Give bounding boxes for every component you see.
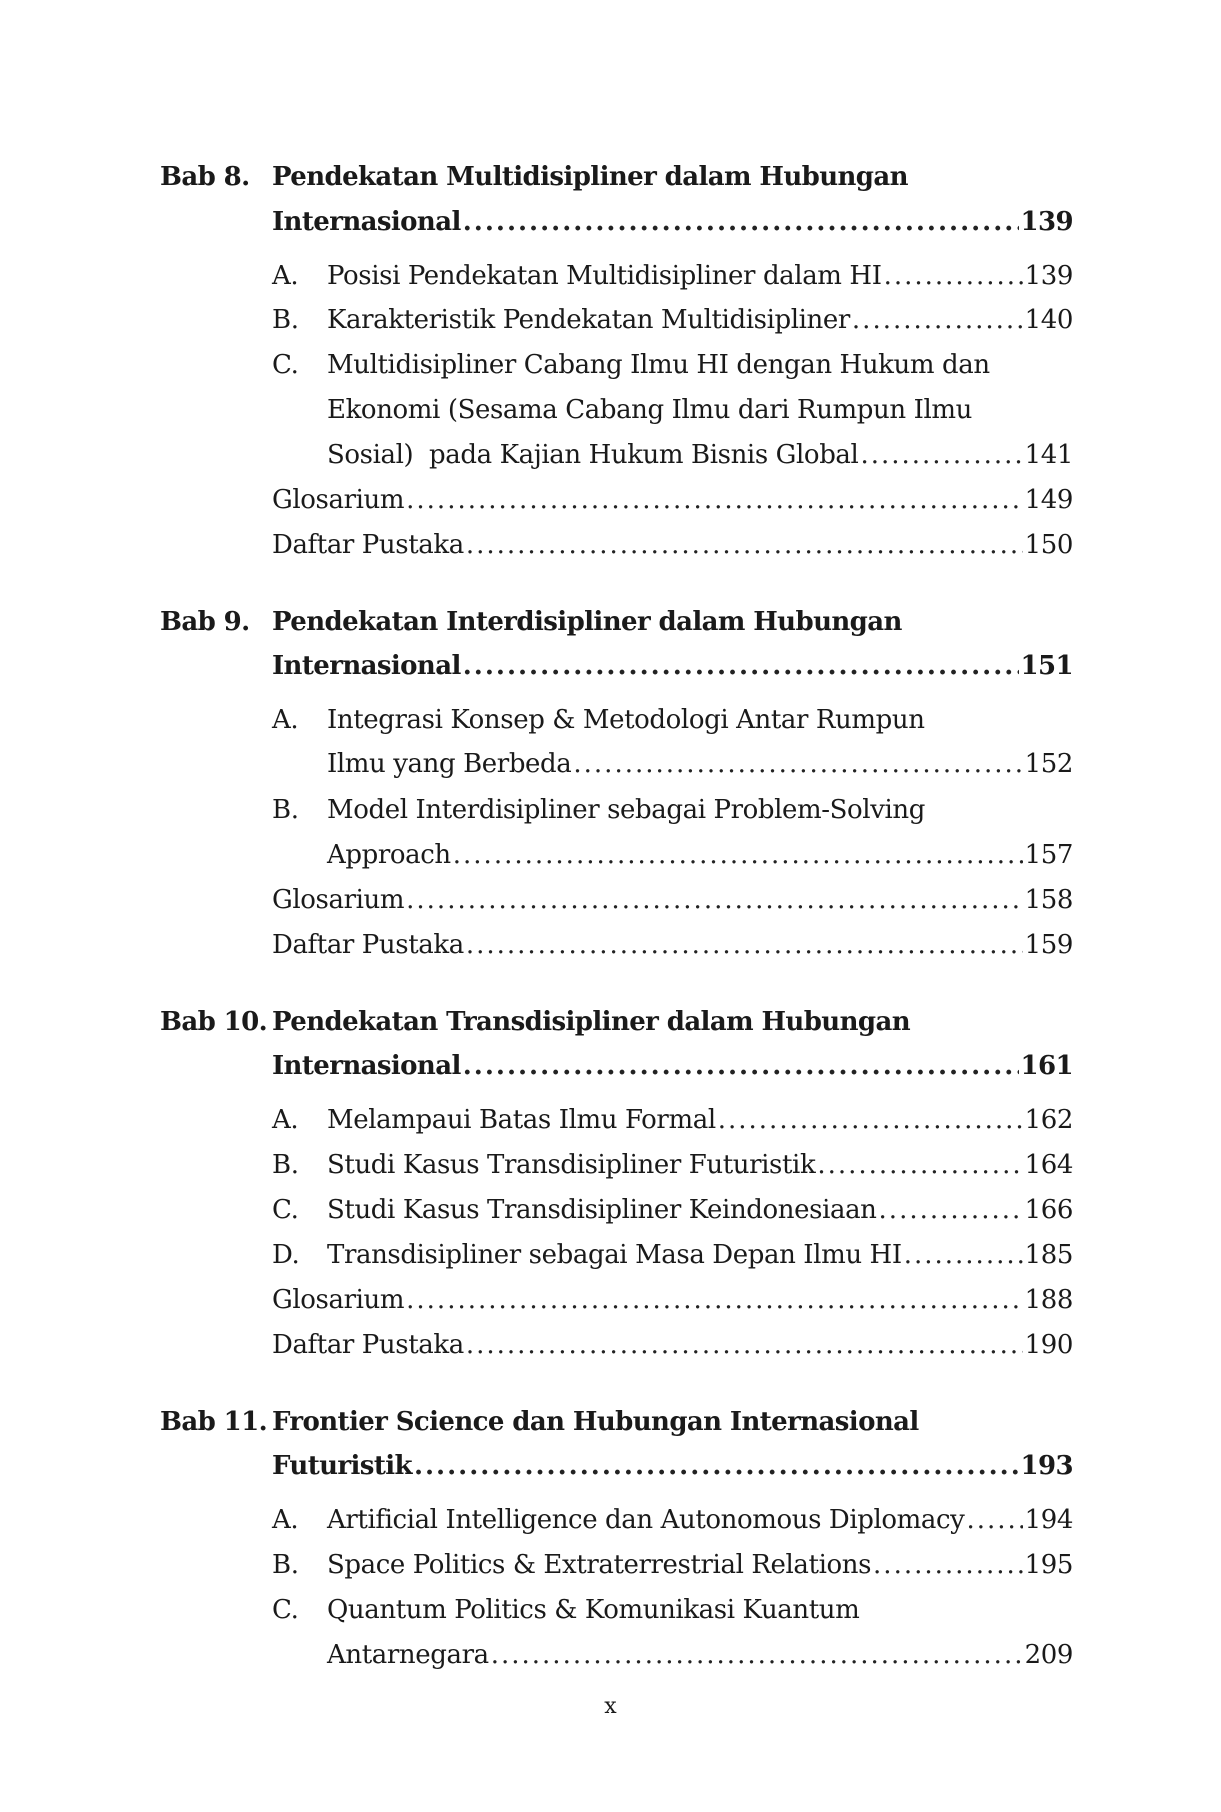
item-letter: C. [272,1195,299,1225]
chapter-label: Bab 8. [160,162,250,192]
item-title: Karakteristik Pendekatan Multidisipliner [327,305,850,335]
page-number: 141 [1024,440,1073,470]
toc-item[interactable] [327,256,1073,296]
daftar-pustaka-entry[interactable] [272,1325,1073,1365]
chapter-title-entry[interactable] [272,1446,1073,1486]
dot-leader [453,835,1023,875]
page-number: 152 [1024,749,1073,779]
item-letter: B. [272,305,299,335]
dot-leader [466,925,1023,965]
toc-item[interactable] [327,744,1073,784]
dot-leader [884,256,1023,296]
item-letter: A. [272,1505,299,1535]
dot-leader [491,1635,1023,1675]
toc-item[interactable] [327,1635,1073,1675]
item-title-line [327,700,1073,740]
item-title: Model Interdisipliner sebagai Problem-Solving [327,795,926,825]
chapter-title [272,157,1073,197]
chapter-title-entry[interactable] [272,646,1073,686]
toc-item[interactable] [327,1235,1073,1275]
item-letter: A. [272,261,299,291]
page-number: 149 [1024,485,1073,515]
chapter-label: Bab 11. [160,1407,268,1437]
toc-item[interactable] [327,1100,1073,1140]
dot-leader [406,480,1022,520]
item-title: Ekonomi (Sesama Cabang Ilmu dari Rumpun Ilmu [327,395,972,425]
dot-leader [852,300,1023,340]
page-number: 150 [1024,530,1073,560]
toc-item[interactable] [327,435,1073,475]
chapter-title-line1: Pendekatan Interdisipliner dalam Hubungan [272,607,902,637]
item-title: Transdisipliner sebagai Masa Depan Ilmu HI [327,1240,902,1270]
item-title: Antarnegara [327,1640,489,1670]
page-number: 185 [1024,1240,1073,1270]
daftar-pustaka-label: Daftar Pustaka [272,1330,464,1360]
chapter-title-line2: Internasional [272,207,461,237]
chapter-title [272,1402,1073,1442]
item-title-line [327,790,1073,830]
glosarium-label: Glosarium [272,1285,405,1315]
item-letter: D. [272,1240,300,1270]
dot-leader [873,1545,1023,1585]
chapter-title-entry[interactable] [272,1046,1073,1086]
glosarium-label: Glosarium [272,885,405,915]
item-title: Melampaui Batas Ilmu Formal [327,1105,716,1135]
dot-leader [466,1325,1023,1365]
dot-leader [463,1046,1019,1086]
dot-leader [860,435,1022,475]
page-number: 159 [1024,930,1073,960]
dot-leader [904,1235,1023,1275]
item-title: Posisi Pendekatan Multidisipliner dalam HI [327,261,882,291]
dot-leader [463,202,1019,242]
dot-leader [406,880,1022,920]
dot-leader [817,1145,1022,1185]
page-number: 190 [1024,1330,1073,1360]
chapter-title-line1: Pendekatan Multidisipliner dalam Hubungan [272,162,908,192]
page-number: 140 [1024,305,1073,335]
item-title: Quantum Politics & Komunikasi Kuantum [327,1595,860,1625]
page-number: 194 [1024,1505,1073,1535]
item-letter: C. [272,350,299,380]
page-number: 139 [1020,207,1073,237]
item-letter: B. [272,795,299,825]
item-title: Integrasi Konsep & Metodologi Antar Rumpun [327,705,925,735]
page-number: 209 [1024,1640,1073,1670]
page-number: 162 [1024,1105,1073,1135]
daftar-pustaka-label: Daftar Pustaka [272,530,464,560]
item-title: Approach [327,840,451,870]
chapter-title-line2: Futuristik [272,1451,412,1481]
toc-item[interactable] [327,835,1073,875]
item-title-line [327,345,1073,385]
item-letter: B. [272,1150,299,1180]
chapter-title-line1: Frontier Science dan Hubungan Internasional [272,1407,919,1437]
chapter-title [272,602,1073,642]
chapter-title-line2: Internasional [272,1051,461,1081]
item-title: Studi Kasus Transdisipliner Futuristik [327,1150,816,1180]
chapter-title-line2: Internasional [272,651,461,681]
item-letter: A. [272,705,299,735]
page-number: 164 [1024,1150,1073,1180]
chapter-title-entry[interactable] [272,202,1073,242]
daftar-pustaka-label: Daftar Pustaka [272,930,464,960]
page-number: 151 [1020,651,1073,681]
glosarium-label: Glosarium [272,485,405,515]
toc-item[interactable] [327,1190,1073,1230]
page-number: 195 [1024,1550,1073,1580]
dot-leader [966,1500,1022,1540]
item-letter: B. [272,1550,299,1580]
chapter-title-line1: Pendekatan Transdisipliner dalam Hubungan [272,1007,911,1037]
page-number: 157 [1024,840,1073,870]
item-letter: C. [272,1595,299,1625]
item-title: Studi Kasus Transdisipliner Keindonesiaan [327,1195,877,1225]
glosarium-entry[interactable] [272,1280,1073,1320]
item-title: Ilmu yang Berbeda [327,749,572,779]
item-title: Sosial) pada Kajian Hukum Bisnis Global [327,440,859,470]
item-title-line [327,390,1073,430]
chapter-label: Bab 10. [160,1007,268,1037]
chapter-label: Bab 9. [160,607,250,637]
glosarium-entry[interactable] [272,480,1073,520]
item-title-line [327,1590,1073,1630]
glosarium-entry[interactable] [272,880,1073,920]
dot-leader [466,525,1023,565]
toc-item[interactable] [327,1145,1073,1185]
toc-item[interactable] [327,300,1073,340]
page-number: 188 [1024,1285,1073,1315]
dot-leader [573,744,1022,784]
page-number: 158 [1024,885,1073,915]
page-marker: x [604,1694,617,1719]
dot-leader [414,1446,1019,1486]
page-number: 161 [1020,1051,1073,1081]
item-letter: A. [272,1105,299,1135]
dot-leader [718,1100,1023,1140]
page-number: 193 [1020,1451,1073,1481]
dot-leader [406,1280,1022,1320]
chapter-title [272,1002,1073,1042]
item-title: Multidisipliner Cabang Ilmu HI dengan Hukum dan [327,350,990,380]
item-title: Space Politics & Extraterrestrial Relations [327,1550,872,1580]
page-number: 166 [1024,1195,1073,1225]
dot-leader [463,646,1019,686]
daftar-pustaka-entry[interactable] [272,925,1073,965]
page-number: 139 [1024,261,1073,291]
toc-item[interactable] [327,1500,1073,1540]
item-title: Artificial Intelligence dan Autonomous Diplomacy [327,1505,965,1535]
dot-leader [879,1190,1023,1230]
toc-item[interactable] [327,1545,1073,1585]
daftar-pustaka-entry[interactable] [272,525,1073,565]
